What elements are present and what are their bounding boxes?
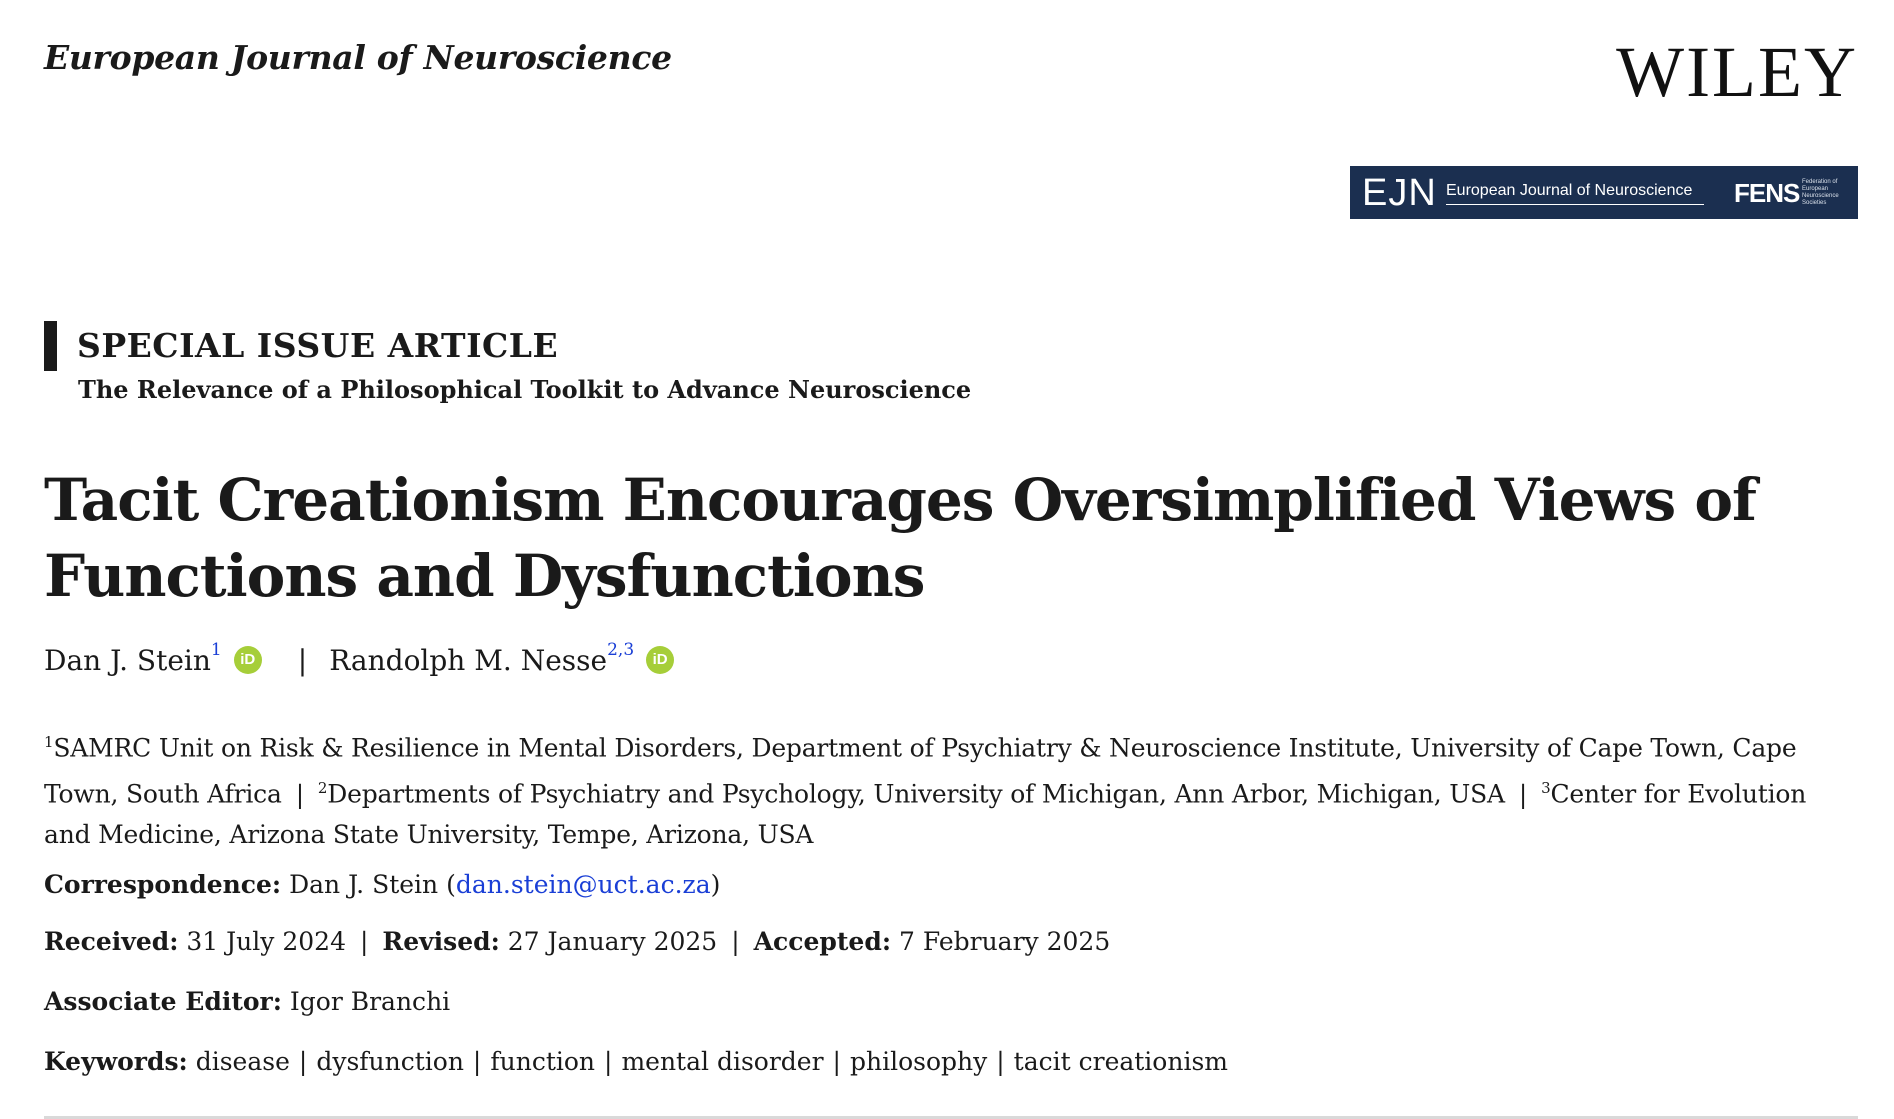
received-label: Received: xyxy=(44,927,179,956)
keywords-label: Keywords: xyxy=(44,1047,188,1076)
author-separator: | xyxy=(297,644,308,677)
affiliation-number: 1 xyxy=(44,733,54,751)
accepted-date: 7 February 2025 xyxy=(899,927,1111,956)
ejn-banner[interactable] xyxy=(1350,166,1858,219)
author-name[interactable]: Dan J. Stein xyxy=(44,644,211,677)
ejn-full-name: European Journal of Neuroscience xyxy=(1446,182,1704,205)
keyword-separator: | xyxy=(832,1047,841,1076)
revised-date: 27 January 2025 xyxy=(507,927,718,956)
affiliations xyxy=(44,722,1854,855)
keyword: mental disorder xyxy=(621,1047,824,1076)
keyword: function xyxy=(490,1047,596,1076)
keyword-separator: | xyxy=(298,1047,308,1076)
date-separator: | xyxy=(731,927,740,956)
correspondence: Correspondence: Dan J. Stein (dan.stein@uct.ac.za) xyxy=(44,870,721,899)
received-date: 31 July 2024 xyxy=(186,927,346,956)
fens-logo: FENS xyxy=(1734,178,1800,208)
author-list xyxy=(44,640,674,677)
keyword-separator: | xyxy=(604,1047,613,1076)
keyword-separator: | xyxy=(996,1047,1005,1076)
article-dates xyxy=(44,927,1110,956)
correspondence-email-link[interactable]: dan.stein@uct.ac.za xyxy=(455,870,711,899)
special-issue-title: The Relevance of a Philosophical Toolkit to Advance Neuroscience xyxy=(78,375,972,404)
affiliation-number: 3 xyxy=(1541,779,1551,798)
accepted-label: Accepted: xyxy=(753,927,892,956)
affiliation-text: SAMRC Unit on Risk & Resilience in Mental Disorders, Department of Psychiatry & Neuroscience Institute, University of Cape Town, Cape Town, South Africa xyxy=(44,733,1797,809)
associate-editor xyxy=(44,987,450,1016)
keywords xyxy=(44,1047,1228,1076)
ejn-mark: EJN xyxy=(1362,172,1437,214)
keyword: tacit creationism xyxy=(1013,1047,1228,1076)
wiley-logo[interactable]: WILEY xyxy=(1616,32,1858,112)
revised-label: Revised: xyxy=(382,927,500,956)
affiliation-separator: | xyxy=(295,779,304,809)
correspondence-name: Dan J. Stein xyxy=(289,870,439,899)
date-separator: | xyxy=(359,927,369,956)
article-type xyxy=(44,321,558,371)
journal-name: European Journal of Neuroscience xyxy=(44,38,672,77)
affiliation-number: 2 xyxy=(317,779,328,798)
keyword: disease xyxy=(195,1047,290,1076)
affiliation-text: Departments of Psychiatry and Psychology, University of Michigan, Ann Arbor, Michigan, USA xyxy=(327,779,1505,809)
fens-full-name: Federation of European Neuroscience Societies xyxy=(1802,179,1839,206)
keyword-separator: | xyxy=(472,1047,482,1076)
affiliation-text: Center for Evolution and Medicine, Arizona State University, Tempe, Arizona, USA xyxy=(44,779,1807,849)
affiliation-separator: | xyxy=(1518,779,1528,809)
article-type-label: SPECIAL ISSUE ARTICLE xyxy=(77,326,559,365)
author-affiliation-ref[interactable]: 1 xyxy=(210,640,222,660)
orcid-icon[interactable]: iD xyxy=(234,646,262,674)
correspondence-label: Correspondence: xyxy=(44,870,282,899)
author-affiliation-ref[interactable]: 2,3 xyxy=(607,640,635,660)
orcid-icon[interactable]: iD xyxy=(646,646,674,674)
keyword: philosophy xyxy=(849,1047,988,1076)
editor-label: Associate Editor: xyxy=(44,987,282,1016)
keyword: dysfunction xyxy=(316,1047,464,1076)
editor-name: Igor Branchi xyxy=(289,987,451,1016)
article-title: Tacit Creationism Encourages Oversimplified Views of Functions and Dysfunctions xyxy=(44,466,1756,610)
author-name[interactable]: Randolph M. Nesse xyxy=(329,644,608,677)
